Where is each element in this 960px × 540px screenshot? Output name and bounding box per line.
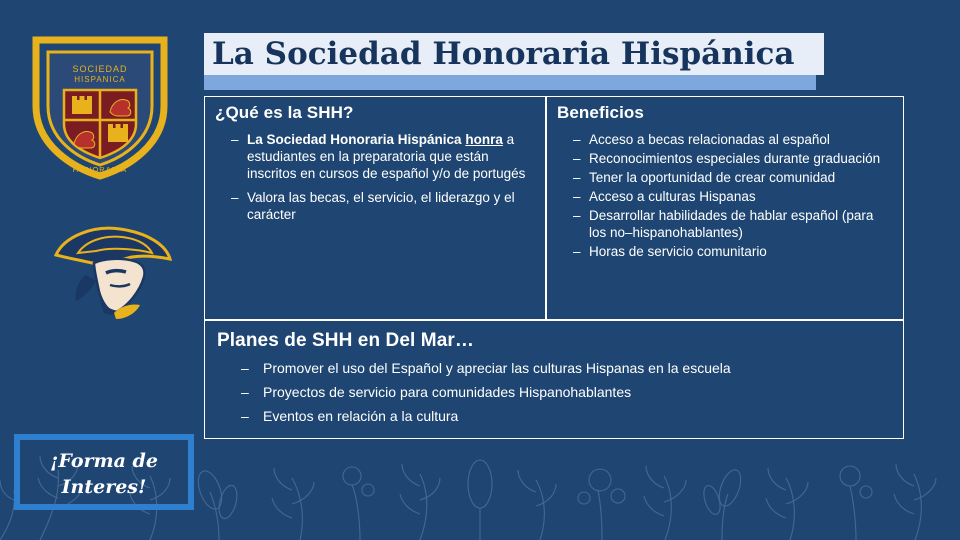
interest-form-line1: ¡Forma de	[50, 450, 158, 472]
list-item: – Tener la oportunidad de crear comunidad	[573, 169, 893, 186]
interest-form-line2: Interes!	[61, 476, 147, 498]
list-item: – Valora las becas, el servicio, el liderazgo y el carácter	[231, 189, 535, 223]
what-is-shh-list	[205, 131, 545, 223]
benefits-box	[546, 96, 904, 320]
svg-text:HONORARIA: HONORARIA	[72, 165, 128, 174]
list-item: – Horas de servicio comunitario	[573, 243, 893, 260]
what-is-shh-box	[204, 96, 546, 320]
page-title	[204, 33, 824, 75]
benefits-list	[547, 131, 903, 260]
page-title-text: La Sociedad Honoraria Hispánica	[212, 36, 795, 72]
list-item: – Acceso a culturas Hispanas	[573, 188, 893, 205]
interest-form-text	[14, 444, 194, 504]
list-item: – Eventos en relación a la cultura	[241, 408, 893, 425]
list-item: – Proyectos de servicio para comunidades Hispanohablantes	[241, 384, 893, 401]
benefits-heading: Beneficios	[557, 103, 644, 122]
list-item	[231, 131, 535, 182]
plans-heading: Planes de SHH en Del Mar…	[217, 330, 474, 351]
what-is-shh-heading: ¿Qué es la SHH?	[215, 103, 354, 122]
list-item: – Promover el uso del Español y apreciar las culturas Hispanas en la escuela	[241, 360, 893, 377]
sociedad-honoraria-hispanica-crest	[26, 28, 174, 180]
plans-list	[205, 360, 903, 425]
plans-box	[204, 320, 904, 439]
svg-text:HISPANICA: HISPANICA	[74, 75, 126, 84]
what-is-item-rest: a estudiantes en la preparatoria que están inscritos en cursos de español y/o de portugés	[247, 132, 526, 181]
what-is-item-lead: La Sociedad Honoraria Hispánica	[247, 132, 462, 147]
what-is-item-underlined: honra	[465, 132, 503, 147]
svg-text:SOCIEDAD: SOCIEDAD	[72, 64, 128, 74]
don-mascot-logo	[48, 215, 176, 320]
list-item: – Desarrollar habilidades de hablar español (para los no–hispanohablantes)	[573, 207, 893, 241]
list-item: – Acceso a becas relacionadas al español	[573, 131, 893, 148]
list-item: – Reconocimientos especiales durante graduación	[573, 150, 893, 167]
